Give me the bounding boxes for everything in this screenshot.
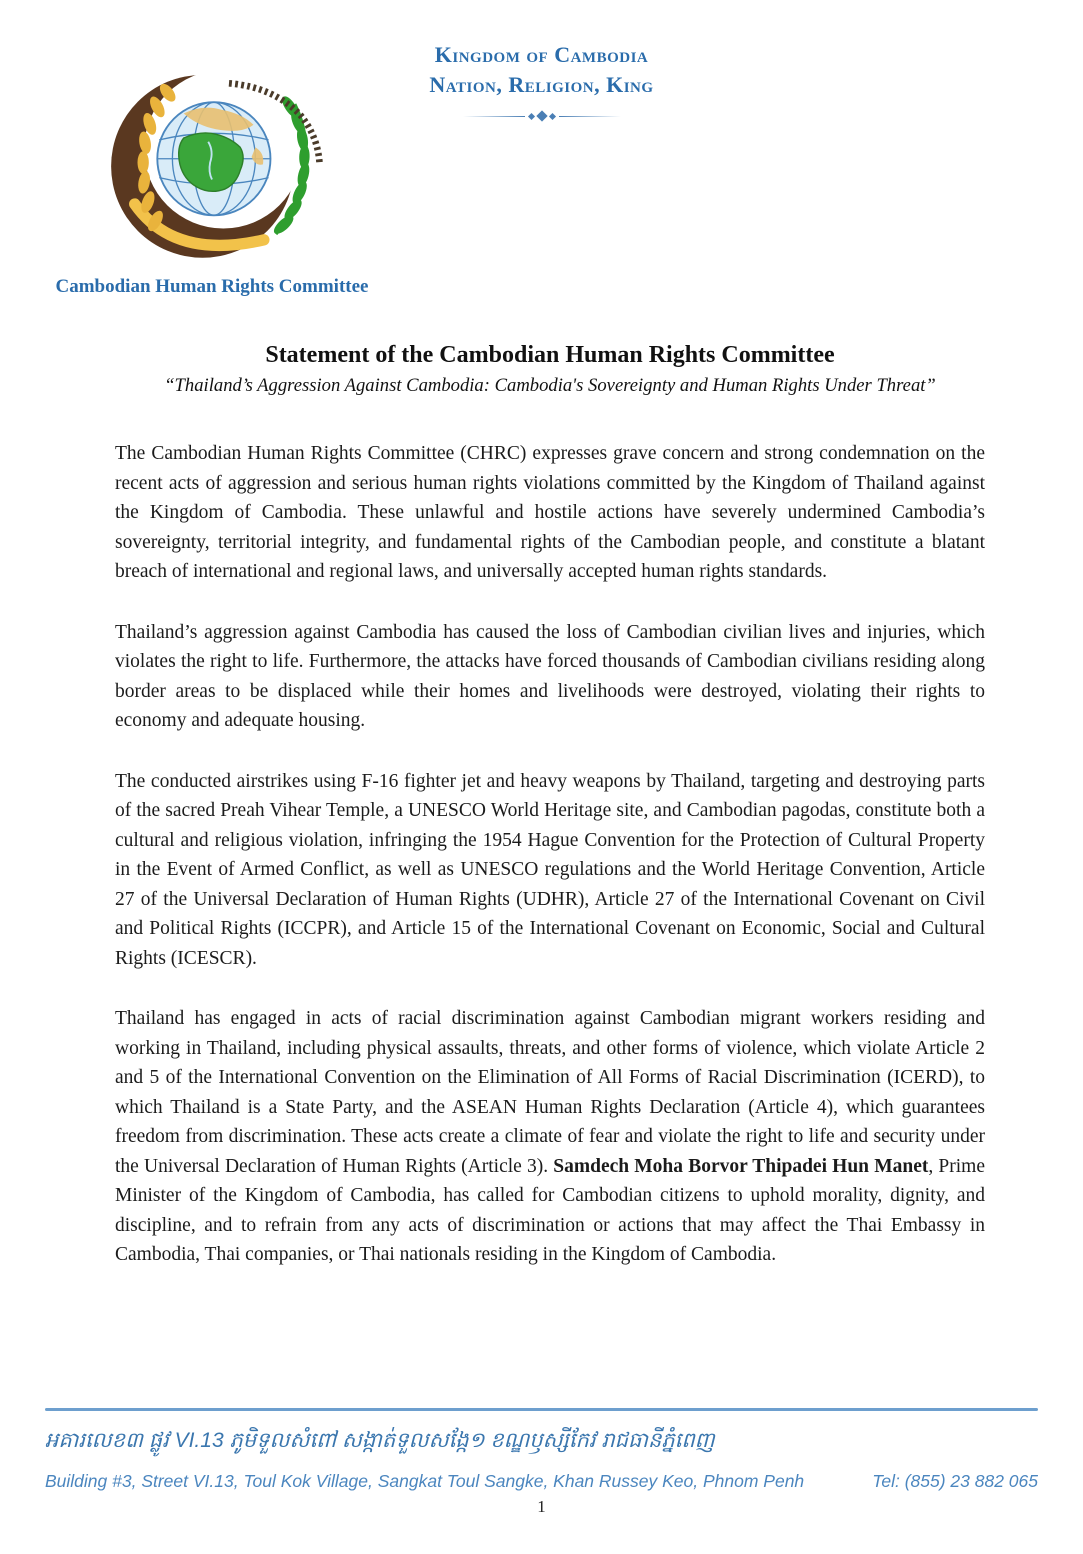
ornament-diamond bbox=[527, 112, 534, 119]
ornament-diamond bbox=[548, 112, 555, 119]
address-english: Building #3, Street VI.13, Toul Kok Village, Sangkat Toul Sangke, Khan Russey Keo, Phnom Penh bbox=[45, 1471, 805, 1491]
paragraph-4-tail: , Prime Minister of the Kingdom of Cambodia, has called for Cambodian citizens to uphold morality, dignity, and discipline, and to refrain from any acts of discrimination or actions that may affect the Thai Embassy in Cambodia, Thai companies, or Thai nationals residing in the Kingdom of Cambodia. bbox=[115, 1155, 985, 1265]
page-number: 1 bbox=[537, 1497, 546, 1516]
telephone: Tel: (855) 23 882 065 bbox=[872, 1471, 1038, 1491]
logo-block bbox=[52, 72, 372, 298]
kingdom-line: Kingdom of Cambodia bbox=[434, 42, 649, 67]
statement-subtitle: “Thailand’s Aggression Against Cambodia: Cambodia's Sovereignty and Human Rights Under Threat” bbox=[164, 375, 936, 396]
pm-name: Samdech Moha Borvor Thipadei Hun Manet bbox=[553, 1155, 929, 1177]
paragraph-2: Thailand’s aggression against Cambodia has caused the loss of Cambodian civilian lives and injuries, which violates the right to life. Furthermore, the attacks have forced thousands of Cambodian civilians residing along border areas to be displaced while their homes and livelihoods were destroyed, violating their rights to economy and adequate housing. bbox=[115, 621, 985, 731]
chrc-emblem-icon bbox=[82, 72, 342, 270]
committee-name: Cambodian Human Rights Committee bbox=[55, 276, 369, 297]
paragraph-1: The Cambodian Human Rights Committee (CHRC) expresses grave concern and strong condemnation on the recent acts of aggression and serious human rights violations committed by the Kingdom of Thailand against the Kingdom of Cambodia. These unlawful and hostile actions have severely undermined Cambodia’s sovereignty, territorial integrity, and fundamental rights of the Cambodian people, and constitute a blatant breach of international and regional laws, and universally accepted human rights standards. bbox=[115, 443, 985, 582]
paragraph-4 bbox=[115, 1004, 985, 1270]
footer bbox=[45, 1408, 1038, 1517]
address-khmer: អគារលេខ៣ ផ្លូវ VI.13 ភូមិទួលសំពៅ សង្កាត់ទួលសង្កែ១ ខណ្ឌឫស្សីកែវ រាជធានីភ្នំពេញ bbox=[45, 1429, 715, 1452]
motto-line: Nation, Religion, King bbox=[429, 72, 654, 97]
ornament-diamond bbox=[536, 110, 547, 121]
statement-content bbox=[0, 342, 1083, 1301]
globe bbox=[157, 102, 270, 215]
statement-title: Statement of the Cambodian Human Rights Committee bbox=[265, 342, 835, 368]
paragraph-4-lead: Thailand has engaged in acts of racial discrimination against Cambodian migrant workers residing and working in Thailand, including physical assaults, threats, and other forms of violence, which violate Article 2 and 5 of the International Convention on the Elimination of All Forms of Racial Discrimination (ICERD), to which Thailand is a State Party, and the ASEAN Human Rights Declaration (Article 4), which guarantees freedom from discrimination. These acts create a climate of fear and violate the right to life and security under the Universal Declaration of Human Rights (Article 3). bbox=[115, 1008, 985, 1177]
ornament-tail-left bbox=[463, 116, 525, 117]
footer-divider bbox=[45, 1408, 1038, 1411]
ornament-tail-right bbox=[559, 116, 621, 117]
paragraph-3: The conducted airstrikes using F-16 fighter jet and heavy weapons by Thailand, targeting and destroying parts of the sacred Preah Vihear Temple, a UNESCO World Heritage site, and Cambodian pagodas, constitute both a cultural and religious violation, infringing the 1954 Hague Convention for the Protection of Cultural Property in the Event of Armed Conflict, as well as UNESCO regulations and the World Heritage Convention, Article 27 of the Universal Declaration of Human Rights (UDHR), Article 27 of the International Covenant on Civil and Political Rights (ICCPR), and Article 15 of the International Covenant on Economic, Social and Cultural Rights (ICESCR). bbox=[115, 770, 985, 969]
